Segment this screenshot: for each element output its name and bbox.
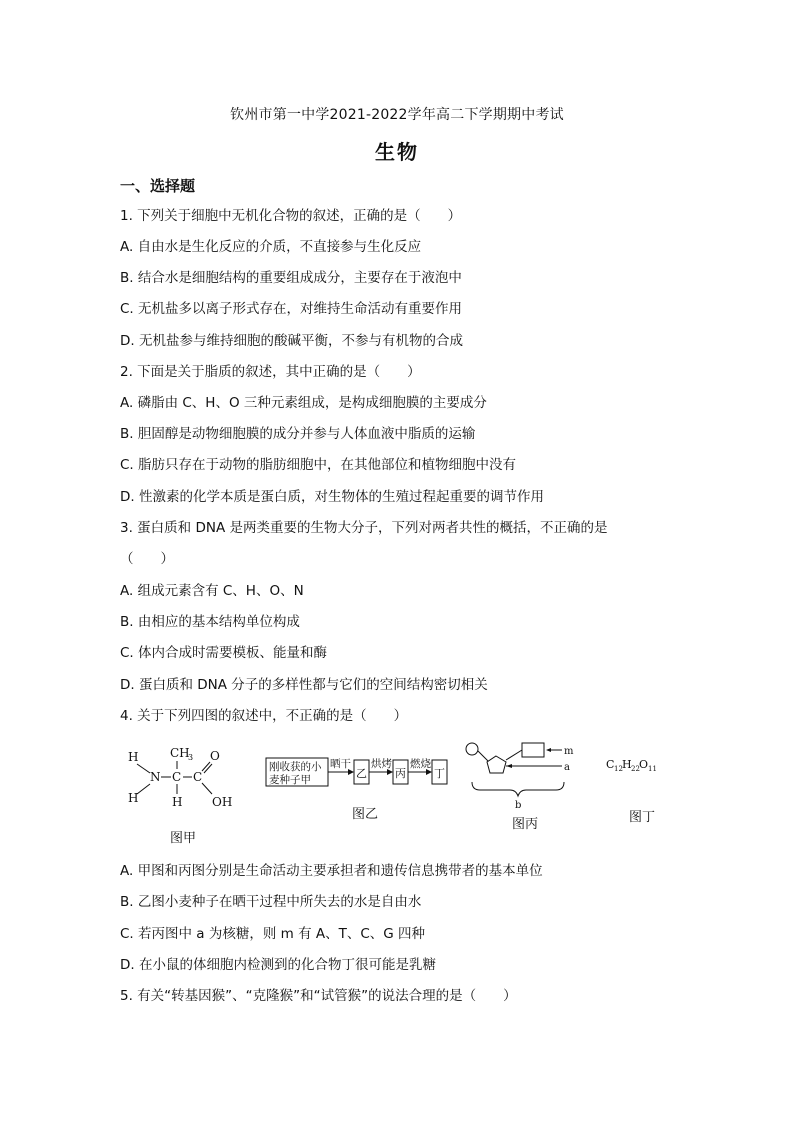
group-ch3: CH: [170, 746, 190, 760]
subject-title: 生物: [375, 140, 419, 164]
figure-jia: [128, 746, 232, 846]
bond-c-oh: [202, 783, 212, 794]
q2-stem: 2. 下面是关于脂质的叙述，其中正确的是（ ）: [120, 364, 421, 380]
formula-o-sub: 11: [648, 765, 657, 773]
brace-b: [472, 782, 564, 796]
q1-stem: 1. 下列关于细胞中无机化合物的叙述，正确的是（ ）: [120, 208, 462, 224]
box-seed-line1: 刚收获的小: [269, 761, 322, 773]
phosphate-circle: [466, 743, 478, 755]
section-title: 一、选择题: [120, 177, 196, 195]
q3-stem-cont: （ ）: [120, 551, 174, 567]
q3-stem: 3. 蛋白质和 DNA 是两类重要的生物大分子，下列对两者共性的概括，不正确的是: [120, 520, 608, 536]
atom-c-carboxyl: C: [193, 770, 203, 784]
formula-o: O: [639, 758, 649, 771]
group-oh: OH: [212, 795, 233, 809]
formula-c-sub: 12: [614, 765, 623, 773]
atom-h-alpha: H: [172, 795, 183, 809]
arrow-m-head: [546, 748, 551, 752]
figure-bing: [466, 743, 574, 832]
q3-option-c: C. 体内合成时需要模板、能量和酶: [120, 645, 328, 661]
bond-h-n-bottom: [137, 784, 150, 794]
formula-h: H: [622, 758, 632, 771]
pentose-pentagon: [487, 756, 506, 773]
bond-phosphate-sugar: [478, 751, 488, 761]
atom-h-top: H: [128, 750, 139, 764]
label-a: a: [564, 762, 570, 773]
bond-c-o-a: [202, 762, 210, 771]
q3-option-a: A. 组成元素含有 C、H、O、N: [120, 583, 304, 599]
q4-figures-svg: [120, 740, 680, 852]
bond-h-n-top: [137, 764, 150, 773]
group-ch3-sub: 3: [188, 753, 194, 762]
formula-c: C: [606, 758, 615, 771]
bond-c-o-b: [204, 764, 212, 773]
q4-option-b: B. 乙图小麦种子在晒干过程中所失去的水是自由水: [120, 894, 422, 910]
base-box: [522, 743, 544, 757]
box-bing-label: 丙: [395, 767, 406, 780]
arrow-a-head: [506, 764, 512, 768]
q2-option-c: C. 脂肪只存在于动物的脂肪细胞中，在其他部位和植物细胞中没有: [120, 457, 517, 473]
label-m: m: [564, 746, 574, 757]
caption-bing: 图丙: [512, 817, 539, 832]
q3-option-d: D. 蛋白质和 DNA 分子的多样性都与它们的空间结构密切相关: [120, 677, 488, 693]
atom-n: N: [150, 770, 161, 784]
formula-h-sub: 22: [631, 765, 640, 773]
step-ranshao: 燃烧: [410, 758, 431, 770]
q1-option-c: C. 无机盐多以离子形式存在，对维持生命活动有重要作用: [120, 301, 463, 317]
q2-option-b: B. 胆固醇是动物细胞膜的成分并参与人体血液中脂质的运输: [120, 426, 476, 442]
figure-yi: [266, 757, 447, 822]
atom-o: O: [210, 749, 220, 763]
caption-yi: 图乙: [352, 807, 379, 822]
q1-option-b: B. 结合水是细胞结构的重要组成成分，主要存在于液泡中: [120, 270, 462, 286]
arrow-1-head: [348, 769, 354, 775]
atom-h-bottom: H: [128, 791, 139, 805]
q4-figures: [120, 740, 680, 852]
q3-option-b: B. 由相应的基本结构单位构成: [120, 614, 300, 630]
q4-stem: 4. 关于下列四图的叙述中，不正确的是（ ）: [120, 708, 408, 724]
box-yi-label: 乙: [356, 767, 367, 780]
step-shaigan: 晒干: [330, 758, 351, 770]
caption-ding: 图丁: [629, 810, 656, 825]
step-hongkao: 烘烤: [371, 758, 392, 770]
atom-c-alpha: C: [172, 770, 182, 784]
box-seed-line2: 麦种子甲: [269, 774, 311, 786]
bond-sugar-base: [506, 750, 522, 760]
q5-stem: 5. 有关“转基因猴”、“克隆猴”和“试管猴”的说法合理的是（ ）: [120, 988, 517, 1004]
q1-option-a: A. 自由水是生化反应的介质，不直接参与生化反应: [120, 239, 422, 255]
label-b: b: [515, 800, 522, 811]
q2-option-a: A. 磷脂由 C、H、O 三种元素组成，是构成细胞膜的主要成分: [120, 395, 487, 411]
q4-option-c: C. 若丙图中 a 为核糖，则 m 有 A、T、C、G 四种: [120, 926, 426, 942]
q4-option-d: D. 在小鼠的体细胞内检测到的化合物丁很可能是乳糖: [120, 957, 436, 973]
q1-option-d: D. 无机盐参与维持细胞的酸碱平衡，不参与有机物的合成: [120, 333, 463, 349]
figure-ding: [606, 758, 657, 825]
exam-title: 钦州市第一中学2021-2022学年高二下学期期中考试: [230, 107, 564, 123]
q4-option-a: A. 甲图和丙图分别是生命活动主要承担者和遗传信息携带者的基本单位: [120, 863, 543, 879]
caption-jia: 图甲: [170, 831, 197, 846]
q2-option-d: D. 性激素的化学本质是蛋白质，对生物体的生殖过程起重要的调节作用: [120, 489, 544, 505]
box-ding-label: 丁: [434, 767, 445, 780]
